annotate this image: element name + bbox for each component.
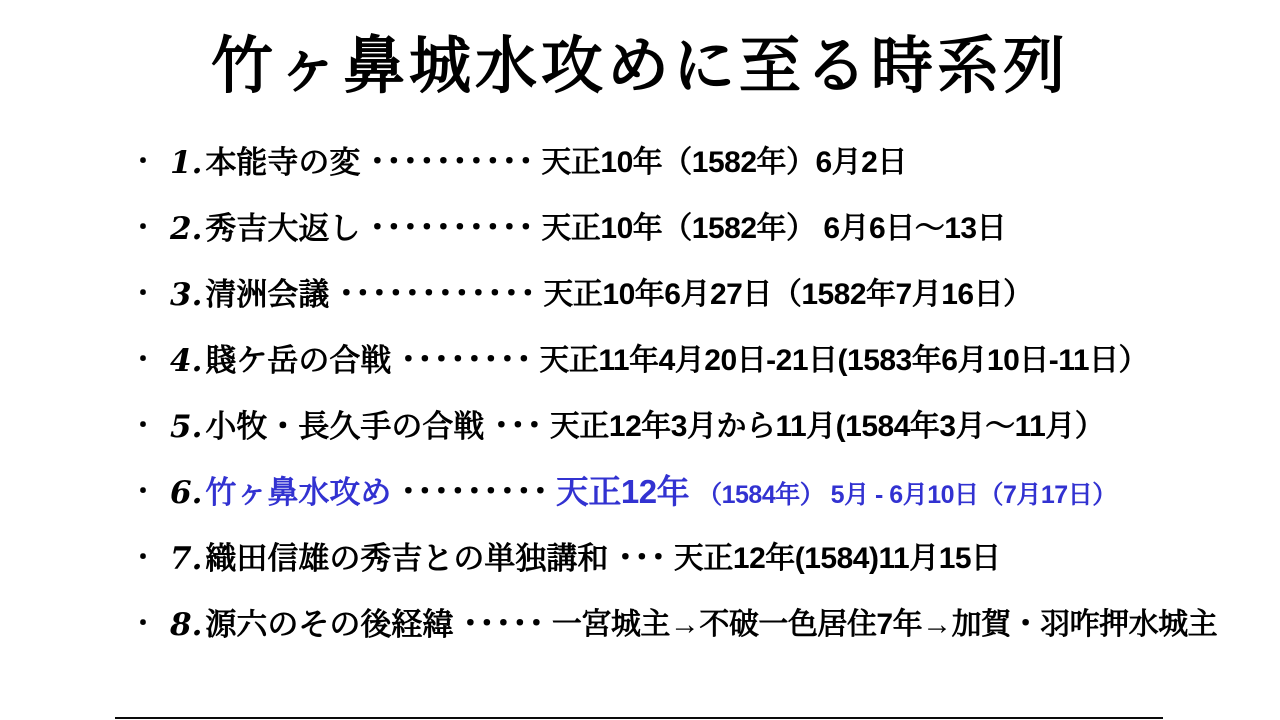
bullet-dot-icon: ・	[130, 212, 157, 243]
leader-dots: ・・・・・	[455, 607, 538, 642]
leader-dots: ・・・・・・・・・・・・	[331, 277, 530, 312]
event-number: 6.	[170, 474, 203, 511]
event-label: 源六のその後経緯	[205, 606, 454, 643]
event-number: 7.	[170, 540, 203, 577]
event-date	[556, 466, 1117, 513]
timeline-item	[130, 522, 1260, 588]
leader-dots: ・・・	[486, 409, 536, 444]
timeline-list	[130, 126, 1260, 654]
timeline-item	[130, 192, 1260, 258]
event-date	[550, 401, 1104, 445]
event-label: 清洲会議	[205, 276, 330, 313]
event-label: 秀吉大返し	[205, 210, 361, 247]
event-name	[170, 203, 360, 248]
event-label: 小牧・長久手の合戦	[205, 408, 485, 445]
leader-dots: ・・・・・・・・・・	[362, 145, 528, 180]
event-number: 3.	[170, 276, 203, 313]
event-date-main: 天正10年（1582年）6月2日	[541, 146, 907, 179]
timeline-item	[130, 258, 1260, 324]
event-date	[674, 533, 1001, 577]
timeline-item	[130, 390, 1260, 456]
timeline-item	[130, 588, 1260, 654]
bullet-dot-icon: ・	[130, 476, 157, 507]
event-date	[543, 269, 1032, 313]
event-name	[170, 269, 329, 314]
leader-dots: ・・・・・・・・・・	[362, 211, 528, 246]
event-label: 竹ヶ鼻水攻め	[205, 474, 392, 511]
leader-dots: ・・・	[610, 541, 660, 576]
bullet-dot-icon: ・	[130, 278, 157, 309]
event-number: 8.	[170, 606, 203, 643]
event-date	[541, 203, 1006, 247]
timeline-item	[130, 324, 1260, 390]
bullet-dot-icon: ・	[130, 344, 157, 375]
event-date	[541, 137, 906, 181]
event-number: 2.	[170, 210, 203, 247]
event-date-main: 天正12年(1584)11月15日	[673, 542, 1001, 575]
bullet-dot-icon: ・	[130, 608, 157, 639]
timeline-item	[130, 456, 1260, 522]
event-date-main: 天正11年4月20日-21日(1583年6月10日-11日）	[539, 344, 1149, 377]
slide-title: 竹ヶ鼻城水攻めに至る時系列	[210, 29, 1069, 102]
event-name	[170, 467, 391, 512]
event-label: 賤ケ岳の合戦	[205, 342, 392, 379]
event-name	[170, 335, 391, 380]
event-number: 5.	[170, 408, 203, 445]
event-number: 4.	[170, 342, 203, 379]
bottom-rule	[115, 717, 1163, 719]
timeline-item	[130, 126, 1260, 192]
event-date-main: 天正10年（1582年） 6月6日〜13日	[541, 212, 1007, 245]
event-label: 本能寺の変	[205, 144, 361, 181]
bullet-dot-icon: ・	[130, 410, 157, 441]
event-date-main: 天正12年	[555, 472, 690, 510]
event-date-main: 天正10年6月27日（1582年7月16日）	[543, 278, 1033, 311]
event-date-main: 天正12年3月から11月(1584年3月〜11月）	[549, 410, 1105, 443]
event-date	[552, 599, 1217, 643]
event-name	[170, 137, 360, 182]
event-name	[170, 599, 453, 644]
event-number: 1.	[170, 144, 203, 181]
event-date-sub: （1584年） 5月 - 6月10日（7月17日）	[697, 480, 1117, 509]
event-name	[170, 533, 608, 578]
event-date-main: 一宮城主→不破一色居住7年→加賀・羽咋押水城主	[551, 608, 1218, 641]
event-name	[170, 401, 484, 446]
bullet-dot-icon: ・	[130, 146, 157, 177]
bullet-dot-icon: ・	[130, 542, 157, 573]
leader-dots: ・・・・・・・・・	[393, 475, 542, 510]
event-label: 織田信雄の秀吉との単独講和	[205, 540, 609, 577]
event-date	[539, 335, 1148, 379]
leader-dots: ・・・・・・・・	[393, 343, 526, 378]
